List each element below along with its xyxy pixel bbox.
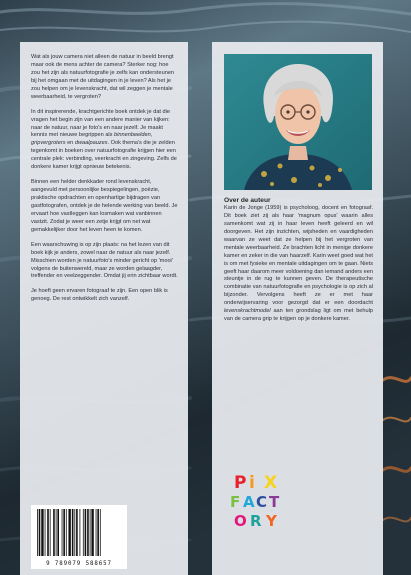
logo-letter: P xyxy=(234,473,247,493)
isbn-barcode xyxy=(31,505,127,569)
blurb-paragraph-2: In dit inspirerende, krachtgerichte boek ontdek je dat die vragen het begin zijn van een andere manier van kijken: naar de natuur, naar je foto's en naar jezelf. Je maakt kennis met nieuwe begrippen als binnenbeelden, gripvergroters en dwaalpauzes. Ook thema's die je zelden tegenkomt in boeken over natuurfotografie krijgen hier een centrale plek: verbinding, veerkracht en zingeving. Zelfs de donkere kamer krijgt opnieuw betekenis. xyxy=(31,108,177,171)
barcode-bar xyxy=(74,509,75,556)
barcode-bar xyxy=(72,509,74,556)
barcode-bar xyxy=(45,509,46,556)
logo-letter: C xyxy=(256,493,268,511)
barcode-bar xyxy=(91,509,93,556)
author-photo xyxy=(224,54,372,190)
barcode-bar xyxy=(85,509,87,556)
logo-letter: X xyxy=(264,473,278,493)
barcode-bar xyxy=(66,509,67,556)
logo-letter: A xyxy=(243,493,255,511)
blurb-paragraph-4: Een waarschuwing is op zijn plaats: na het lezen van dit boek kijk je anders, zowel naar de natuur als naar jezelf. Misschien worden je natuurfoto's minder gericht op 'mooi' volgens de buitenwereld, maar ze worden gelaagder, treffender en veelzeggender. Omdat jij erin zichtbaar wordt. xyxy=(31,241,178,280)
barcode-bar xyxy=(90,509,91,556)
back-blurb-panel xyxy=(20,42,188,575)
author-panel xyxy=(212,42,383,575)
isbn-number: 9 789079 588657 xyxy=(46,561,112,567)
blurb-paragraph-5: Je hoeft geen ervaren fotograaf te zijn. Een open blik is genoeg. De rest ontwikkelt zich vanzelf. xyxy=(31,288,168,303)
barcode-bar xyxy=(80,509,81,556)
logo-letter: O xyxy=(234,512,247,530)
blurb-paragraph-1: Wat als jouw camera niet alleen de natuur in beeld brengt maar ook de mens achter de camera? Sterker nog: hoe zou het zijn als natuurfotografie je zelfs kan ondersteunen bij het omgaan met de uitdagingen in je leven? Als het je zou helpen om je levenskracht, dat wil zeggen je mentale weerbaarheid, te vergroten? xyxy=(31,54,175,100)
barcode-bar xyxy=(41,509,43,556)
barcode-bars xyxy=(37,509,121,556)
blurb-paragraph-3: Binnen een helder denkkader rond levenskracht, aangevuld met persoonlijke bespiegelingen, poëzie, praktische opdrachten en openhartige bijdragen van gastfotografen, ontdek je de helende werking van beeld. Je ervaart hoe vastleggen kan losmaken wat vanbinnen vastzit. Zodat je weer een zetje krijgt om net wat gemakkelijker door het leven heen te komen. xyxy=(31,179,178,233)
barcode-bar xyxy=(39,509,41,556)
barcode-bar xyxy=(100,509,101,556)
barcode-bar xyxy=(96,509,97,556)
barcode-bar xyxy=(37,509,38,556)
logo-letter: R xyxy=(250,512,262,530)
barcode-bar xyxy=(97,509,99,556)
barcode-bar xyxy=(83,509,84,556)
barcode-bar xyxy=(57,509,59,556)
barcode-bar xyxy=(62,509,63,556)
logo-letter: F xyxy=(230,493,241,511)
barcode-bar xyxy=(50,509,51,556)
barcode-bar xyxy=(56,509,57,556)
blurb-text xyxy=(31,54,178,304)
pixfactory-logo xyxy=(226,472,288,530)
logo-letter: i xyxy=(249,473,255,493)
author-bio: Karin de Jonge (1959) is psycholoog, docent en fotograaf. Dit boek ziet zij als haar 'magnum opus' waarin alles samenkomt wat zij in haar leven heeft geleerd en wil doorgeven. Het zijn inzichten, wijsheden en vaardigheden waarvan ze weet dat ze helpen bij het vergroten van mentale weerbaarheid. Ze brachten licht in menige donkere kamer en zeker in die van haarzelf. Karin weet goed wat het is om met fysieke en mentale uitdagingen om te gaan. Niets geeft haar daarom meer voldoening dan iemand anders een steuntje in de rug te kunnen geven. De therapeutische combinatie van natuurfotografie en psychologie is op zich al bijzonder. Vervolgens heeft ze er met haar onderwijservaring voor gezorgd dat er een doordacht levenskrachtmodel aan ten grondslag ligt om met behulp van de camera grip te krijgen op je donkere kamer. xyxy=(224,205,373,323)
barcode-bar xyxy=(53,509,55,556)
logo-letter: Y xyxy=(266,512,277,530)
logo-letter: T xyxy=(269,493,280,511)
barcode-bar xyxy=(68,509,70,556)
barcode-bar xyxy=(76,509,78,556)
barcode-bar xyxy=(87,509,89,556)
barcode-bar xyxy=(63,509,65,556)
author-heading: Over de auteur xyxy=(224,197,271,204)
barcode-bar xyxy=(47,509,49,556)
